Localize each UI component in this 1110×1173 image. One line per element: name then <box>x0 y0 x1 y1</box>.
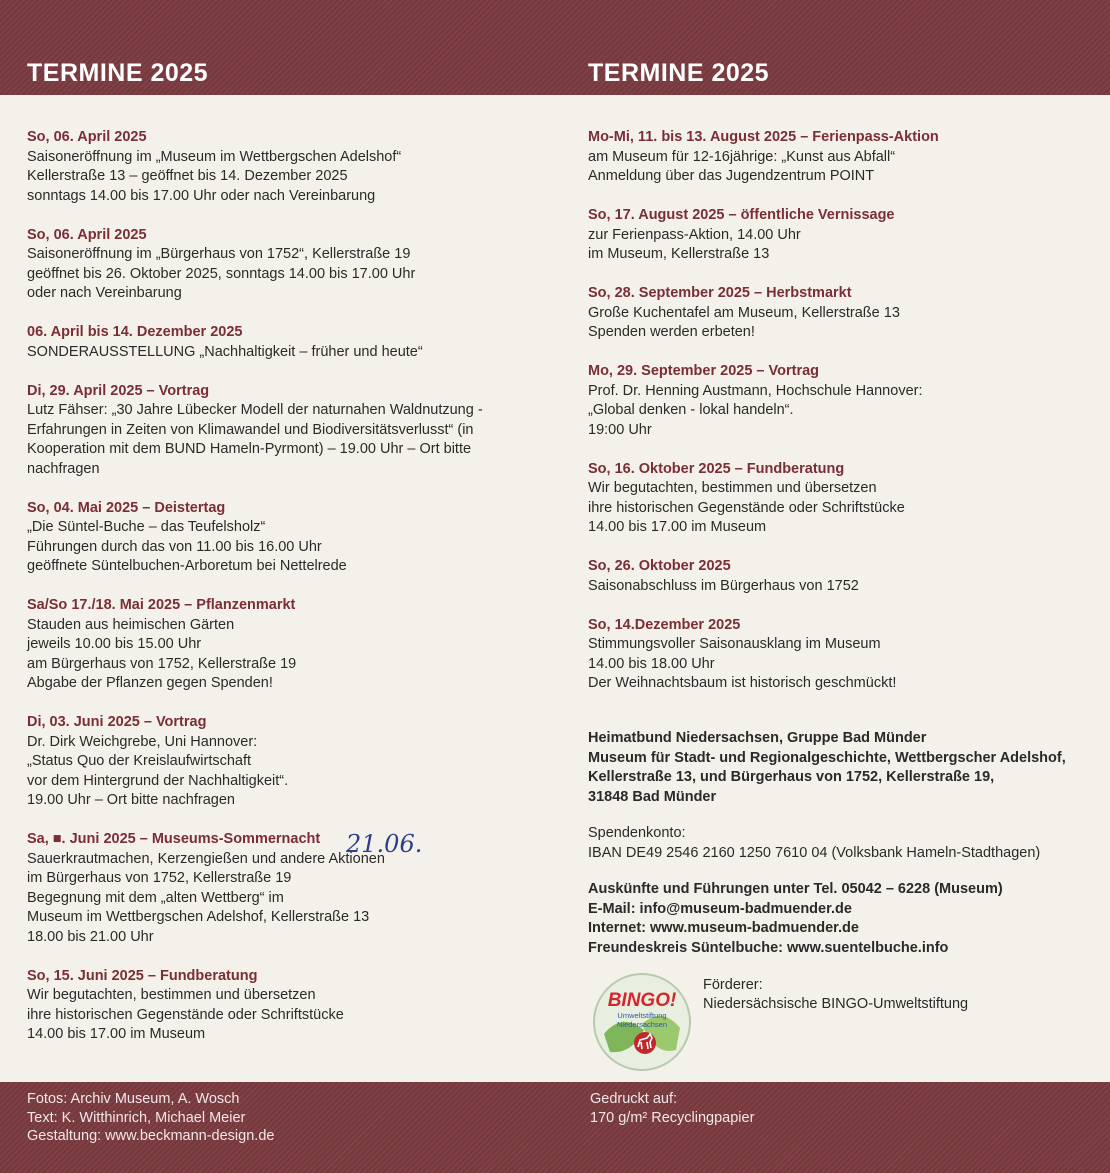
event-item <box>588 128 1088 187</box>
event-detail-line: Museum im Wettbergschen Adelshof, Kellerstraße 13 <box>27 909 370 925</box>
event-detail-line: Prof. Dr. Henning Austmann, Hochschule Hannover: <box>588 382 923 399</box>
event-heading: So, 06. April 2025 <box>27 226 147 243</box>
sponsor-name: Niedersächsische BINGO-Umweltstiftung <box>703 996 969 1012</box>
event-item <box>588 362 1088 440</box>
bingo-logo-word: BINGO! <box>607 990 677 1011</box>
event-item <box>27 382 547 480</box>
contact-email[interactable]: E-Mail: info@museum-badmuender.de <box>588 900 852 917</box>
event-detail-line: jeweils 10.00 bis 15.00 Uhr <box>27 636 202 652</box>
sponsor-block <box>703 976 968 1014</box>
event-detail-line: Stimmungsvoller Saisonausklang im Museum <box>588 636 881 652</box>
event-heading: Sa/So 17./18. Mai 2025 – Pflanzenmarkt <box>27 597 296 613</box>
event-detail-line: Führungen durch das von 11.00 bis 16.00 Uhr <box>27 538 322 555</box>
event-detail-line: Anmeldung über das Jugendzentrum POINT <box>588 168 875 184</box>
event-detail-line: am Museum für 12-16jährige: „Kunst aus Abfall“ <box>588 148 896 165</box>
event-heading: Di, 29. April 2025 – Vortrag <box>27 382 210 399</box>
footer-print-info <box>590 1090 754 1127</box>
footer-printed-label: Gedruckt auf: <box>590 1091 678 1107</box>
contact-phone: Auskünfte und Führungen unter Tel. 05042 – 6228 (Museum) <box>588 881 1003 897</box>
event-item <box>27 713 547 811</box>
bingo-logo <box>592 972 692 1072</box>
contact-internet[interactable]: Internet: www.museum-badmuender.de <box>588 920 859 936</box>
event-heading: Mo-Mi, 11. bis 13. August 2025 – Ferienpass-Aktion <box>588 129 939 145</box>
footer-design: Gestaltung: www.beckmann-design.de <box>27 1128 275 1144</box>
event-heading: So, 04. Mai 2025 – Deistertag <box>27 499 226 516</box>
event-heading: So, 26. Oktober 2025 <box>588 558 731 574</box>
event-detail-line: 19.00 Uhr – Ort bitte nachfragen <box>27 792 235 808</box>
event-detail-line: 18.00 bis 21.00 Uhr <box>27 928 154 945</box>
event-detail-line: Sauerkrautmachen, Kerzengießen und andere Aktionen <box>27 850 385 867</box>
contact-friends[interactable]: Freundeskreis Süntelbuche: www.suentelbuche.info <box>588 939 949 956</box>
event-item <box>588 284 1088 343</box>
event-detail-line: Abgabe der Pflanzen gegen Spenden! <box>27 675 273 691</box>
sponsor-label: Förderer: <box>703 977 763 993</box>
event-detail-line: Wir begutachten, bestimmen und übersetzen <box>27 987 316 1003</box>
event-item <box>588 206 1088 265</box>
event-detail-line: oder nach Vereinbarung <box>27 285 182 301</box>
event-detail-line: im Museum, Kellerstraße 13 <box>588 246 770 262</box>
event-detail-line: Der Weihnachtsbaum ist historisch geschmückt! <box>588 675 897 691</box>
event-item <box>27 967 547 1045</box>
event-heading: So, 17. August 2025 – öffentliche Vernissage <box>588 207 895 223</box>
event-detail-line: 14.00 bis 17.00 im Museum <box>27 1026 206 1042</box>
event-item <box>27 226 547 304</box>
header-band <box>0 0 1110 95</box>
event-detail-line: „Status Quo der Kreislaufwirtschaft <box>27 753 252 769</box>
bingo-logo-line1: Umweltstiftung <box>617 1011 667 1020</box>
event-heading: So, 15. Juni 2025 – Fundberatung <box>27 967 258 984</box>
event-heading: Mo, 29. September 2025 – Vortrag <box>588 363 820 379</box>
event-detail-line: Saisonabschluss im Bürgerhaus von 1752 <box>588 577 859 594</box>
event-detail-line: Saisoneröffnung im „Bürgerhaus von 1752“, Kellerstraße 19 <box>27 246 411 262</box>
event-item <box>588 460 1088 538</box>
contact-block <box>588 880 1003 958</box>
event-heading: 06. April bis 14. Dezember 2025 <box>27 324 243 340</box>
event-detail-line: Stauden aus heimischen Gärten <box>27 616 235 633</box>
event-detail-line: „Global denken - lokal handeln“. <box>588 402 794 418</box>
event-detail-line: geöffnet bis 26. Oktober 2025, sonntags 14.00 bis 17.00 Uhr <box>27 265 416 282</box>
event-detail-line: sonntags 14.00 bis 17.00 Uhr oder nach Vereinbarung <box>27 187 376 204</box>
event-detail-line: Kooperation mit dem BUND Hameln-Pyrmont) – 19.00 Uhr – Ort bitte <box>27 441 472 457</box>
handwritten-date-note: 21.06. <box>346 830 423 858</box>
left-title: TERMINE 2025 <box>27 59 209 87</box>
footer-text: Text: K. Witthinrich, Michael Meier <box>27 1109 246 1126</box>
event-heading: Sa, ■. Juni 2025 – Museums-Sommernacht <box>27 831 321 847</box>
event-item <box>27 830 547 947</box>
right-title: TERMINE 2025 <box>588 59 770 87</box>
event-detail-line: geöffnete Süntelbuchen-Arboretum bei Nettelrede <box>27 558 347 574</box>
event-detail-line: ihre historischen Gegenstände oder Schriftstücke <box>588 499 905 516</box>
event-detail-line: 14.00 bis 17.00 im Museum <box>588 519 767 535</box>
event-item <box>27 323 547 362</box>
event-detail-line: ihre historischen Gegenstände oder Schriftstücke <box>27 1006 344 1023</box>
org-line-1: Heimatbund Niedersachsen, Gruppe Bad Münder <box>588 730 927 746</box>
event-heading: So, 28. September 2025 – Herbstmarkt <box>588 285 852 301</box>
event-detail-line: nachfragen <box>27 460 100 477</box>
event-item <box>27 128 547 206</box>
event-detail-line: Wir begutachten, bestimmen und übersetzen <box>588 480 877 496</box>
event-heading: So, 14.Dezember 2025 <box>588 616 741 633</box>
event-detail-line: Begegnung mit dem „alten Wettberg“ im <box>27 889 284 906</box>
organization-block <box>588 729 1066 807</box>
left-events-column <box>27 128 547 1064</box>
event-detail-line: Große Kuchentafel am Museum, Kellerstraße 13 <box>588 304 900 321</box>
event-detail-line: Dr. Dirk Weichgrebe, Uni Hannover: <box>27 733 258 750</box>
event-detail-line: 14.00 bis 18.00 Uhr <box>588 655 715 672</box>
org-line-2: Museum für Stadt- und Regionalgeschichte, Wettbergscher Adelshof, <box>588 749 1066 766</box>
event-heading: So, 06. April 2025 <box>27 129 147 145</box>
event-detail-line: „Die Süntel-Buche – das Teufelsholz“ <box>27 519 266 535</box>
org-line-3: Kellerstraße 13, und Bürgerhaus von 1752, Kellerstraße 19, <box>588 769 995 785</box>
event-detail-line: Lutz Fähser: „30 Jahre Lübecker Modell der naturnahen Waldnutzung - <box>27 402 483 418</box>
donation-label: Spendenkonto: <box>588 825 686 841</box>
event-heading: So, 16. Oktober 2025 – Fundberatung <box>588 460 845 477</box>
event-detail-line: SONDERAUSSTELLUNG „Nachhaltigkeit – früher und heute“ <box>27 343 423 360</box>
event-item <box>588 616 1088 694</box>
donation-iban: IBAN DE49 2546 2160 1250 7610 04 (Volksbank Hameln-Stadthagen) <box>588 844 1041 861</box>
footer-paper: 170 g/m² Recyclingpapier <box>590 1109 755 1126</box>
footer-band <box>0 1082 1110 1173</box>
right-events-column <box>588 128 1088 713</box>
donation-block <box>588 824 1040 863</box>
event-detail-line: Saisoneröffnung im „Museum im Wettbergschen Adelshof“ <box>27 148 402 165</box>
event-detail-line: Spenden werden erbeten! <box>588 324 755 340</box>
event-heading: Di, 03. Juni 2025 – Vortrag <box>27 714 207 730</box>
event-detail-line: am Bürgerhaus von 1752, Kellerstraße 19 <box>27 655 297 672</box>
event-detail-line: Erfahrungen in Zeiten von Klimawandel und Biodiversitätsverlusst“ (in <box>27 421 474 438</box>
bingo-logo-line2: Niedersachsen <box>616 1020 668 1029</box>
event-detail-line: 19:00 Uhr <box>588 421 652 438</box>
footer-credits <box>27 1090 274 1146</box>
event-detail-line: Kellerstraße 13 – geöffnet bis 14. Dezember 2025 <box>27 168 348 184</box>
event-detail-line: zur Ferienpass-Aktion, 14.00 Uhr <box>588 226 801 243</box>
event-item <box>27 596 547 694</box>
event-detail-line: im Bürgerhaus von 1752, Kellerstraße 19 <box>27 870 292 886</box>
event-item <box>588 557 1088 596</box>
event-detail-line: vor dem Hintergrund der Nachhaltigkeit“. <box>27 772 289 789</box>
org-line-4: 31848 Bad Münder <box>588 788 717 805</box>
event-item <box>27 499 547 577</box>
footer-photos: Fotos: Archiv Museum, A. Wosch <box>27 1091 240 1107</box>
